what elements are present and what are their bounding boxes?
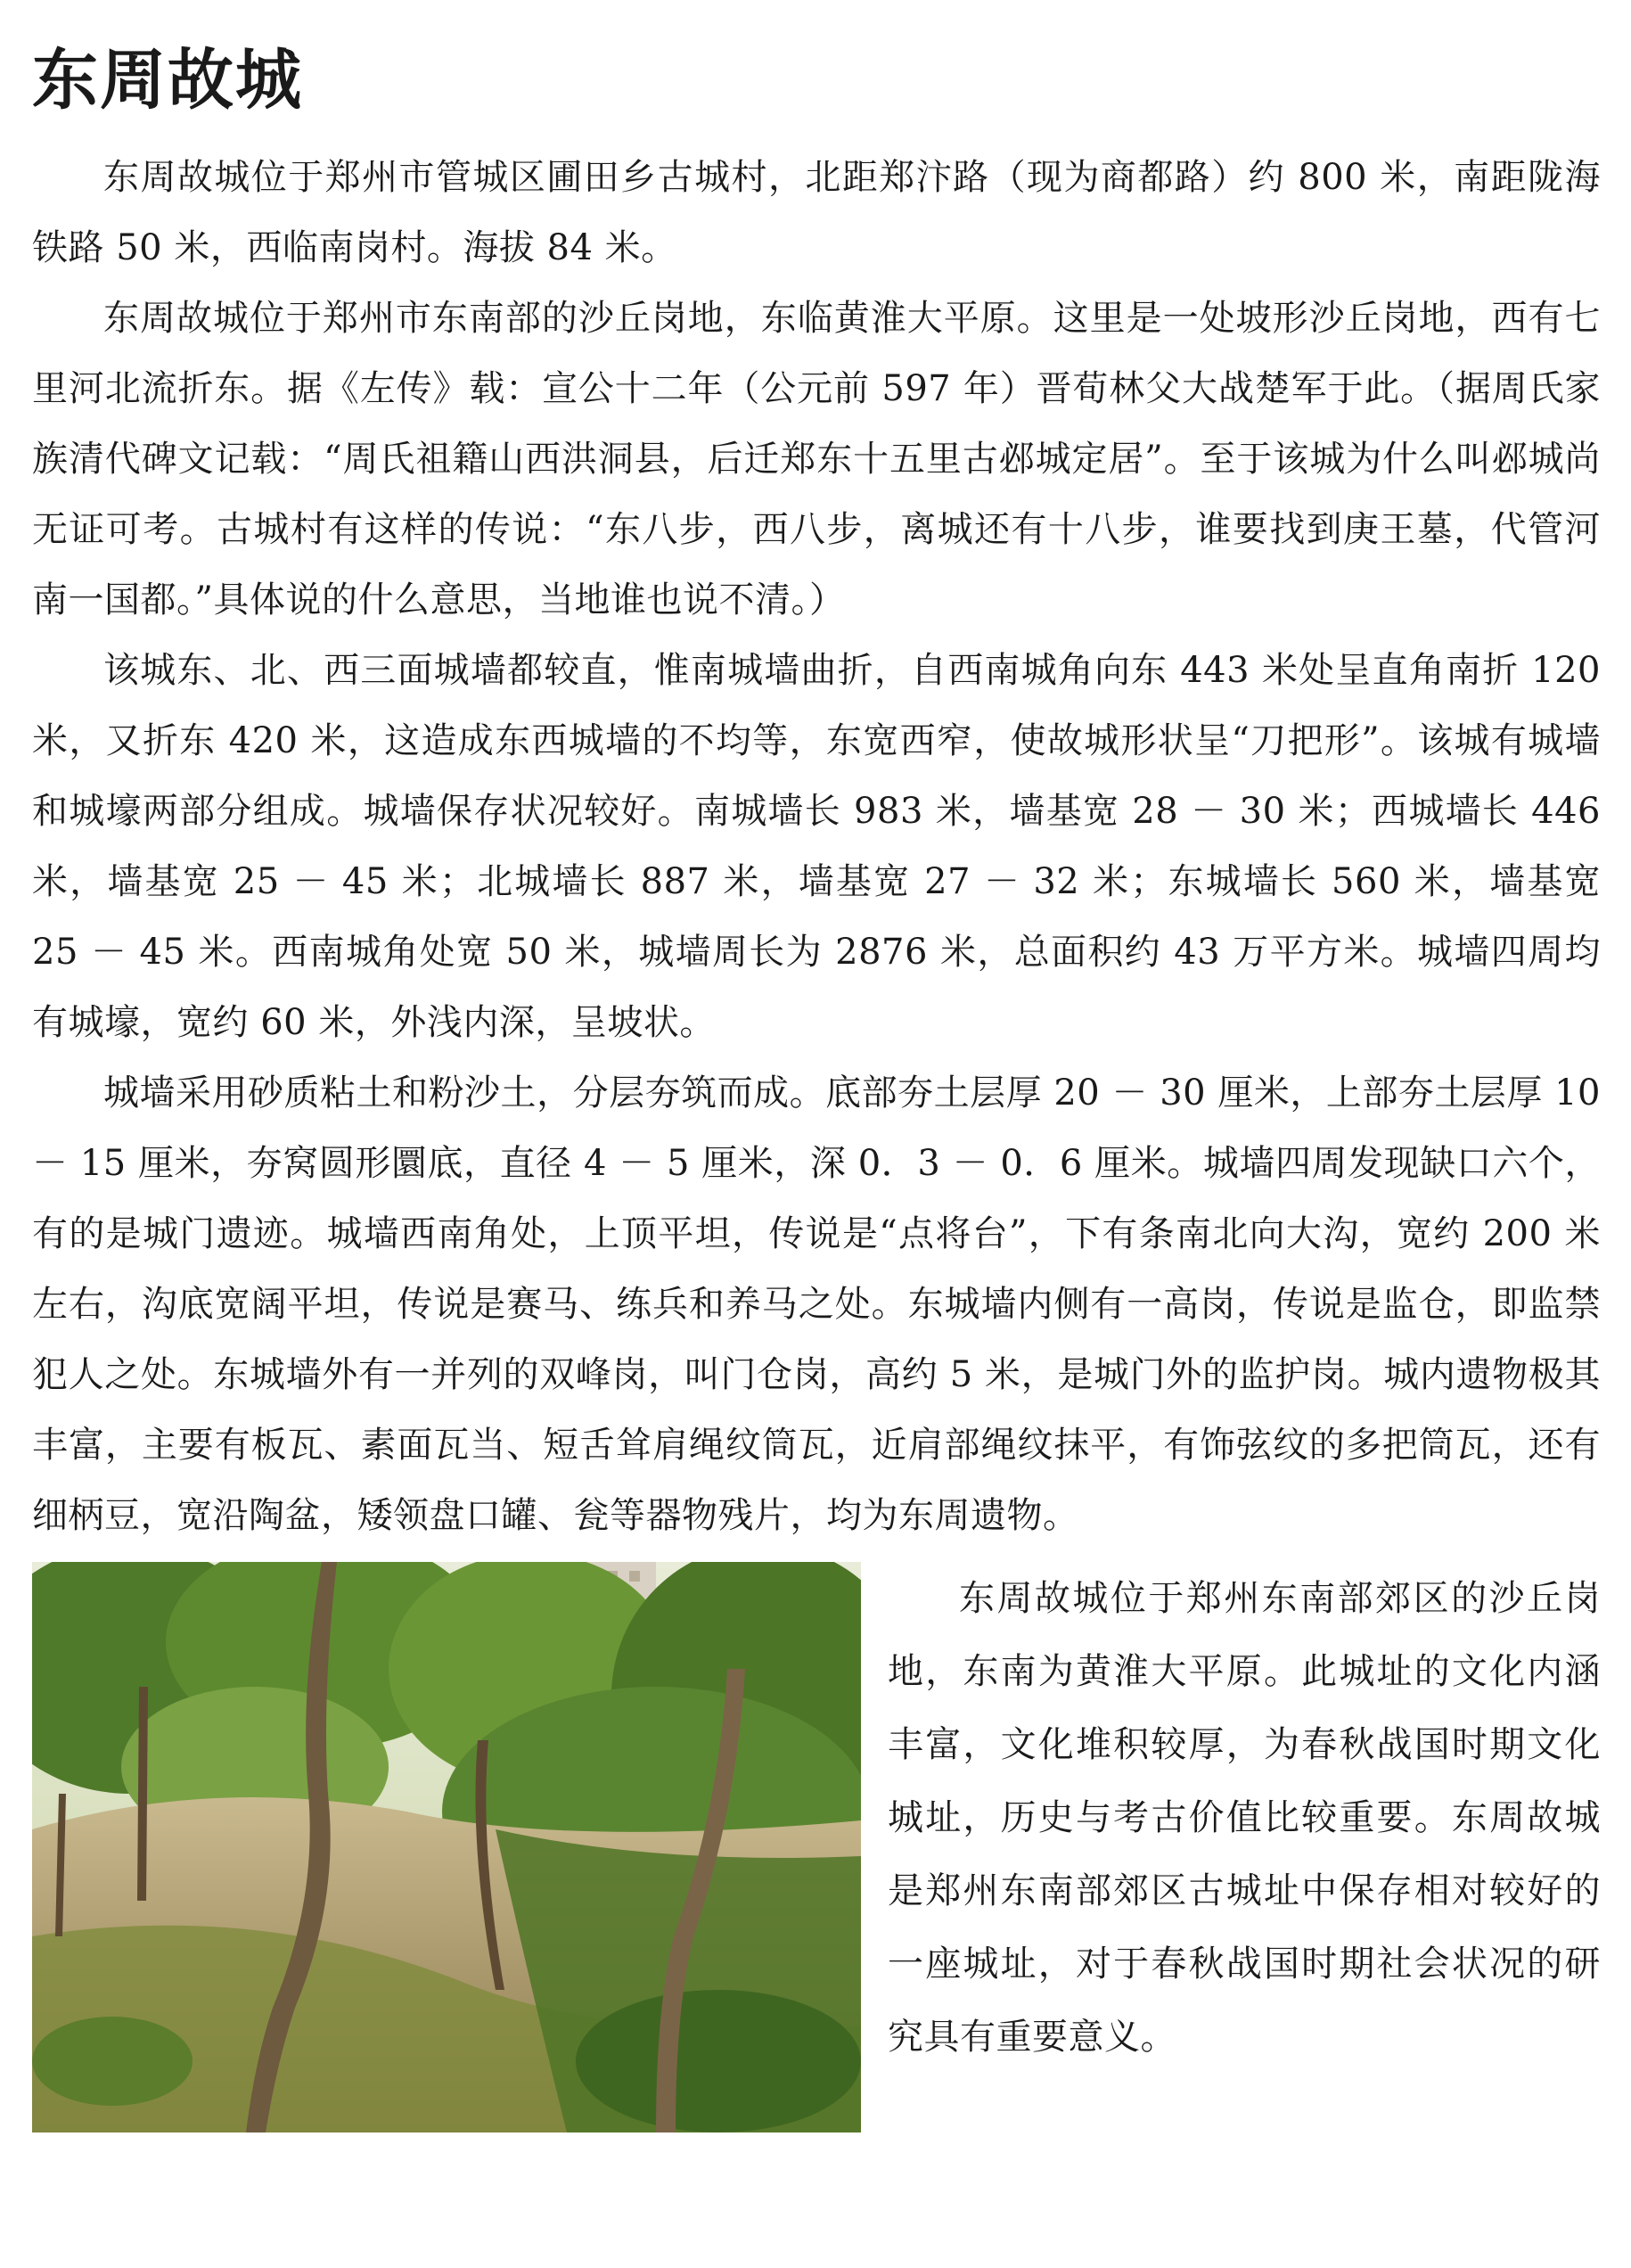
paragraph-construction: 城墙采用砂质粘土和粉沙土，分层夯筑而成。底部夯土层厚 20 － 30 厘米，上部夯土层厚 10 － 15 厘米，夯窝圆形圜底，直径 4 － 5 厘米，深 0．3 － 0．6 厘米。城墙四周发现缺口六个，有的是城门遗迹。城墙西南角处，上顶平坦，传说是“点将台”，下有条南北向大沟，宽约 200 米左右，沟底宽阔平坦，传说是赛马、练兵和养马之处。东城墙内侧有一高岗，传说是监仓，即监禁犯人之处。东城墙外有一并列的双峰岗，叫门仓岗，高约 5 米，是城门外的监护岗。城内遗物极其丰富，主要有板瓦、素面瓦当、短舌耸肩绳纹筒瓦，近肩部绳纹抹平，有饰弦纹的多把筒瓦，还有细柄豆，宽沿陶盆，矮领盘口罐、瓮等器物残片，均为东周遗物。 — [32, 1072, 1601, 1536]
paragraph-walls: 该城东、北、西三面城墙都较直，惟南城墙曲折，自西南城角向东 443 米处呈直角南折 120 米，又折东 420 米，这造成东西城墙的不均等，东宽西窄，使故城形状呈“刀把形”。该城有城墙和城壕两部分组成。城墙保存状况较好。南城墙长 983 米，墙基宽 28 － 30 米；西城墙长 446 米，墙基宽 25 － 45 米；北城墙长 887 米，墙基宽 27 － 32 米；东城墙长 560 米，墙基宽 25 － 45 米。西南城角处宽 50 米，城墙周长为 2876 米，总面积约 43 万平方米。城墙四周均有城壕，宽约 60 米，外浅内深，呈坡状。 — [32, 650, 1601, 1043]
site-photo-illustration — [32, 1562, 861, 2132]
article — [32, 36, 1601, 2168]
article-title: 东周故城 — [32, 42, 303, 119]
paragraph-location: 东周故城位于郑州市管城区圃田乡古城村，北距郑汴路（现为商都路）约 800 米，南距陇海铁路 50 米，西临南岗村。海拔 84 米。 — [32, 157, 1601, 268]
paragraph-history: 东周故城位于郑州市东南部的沙丘岗地，东临黄淮大平原。这里是一处坡形沙丘岗地，西有七里河北流折东。据《左传》载：宣公十二年（公元前 597 年）晋荀林父大战楚军于此。（据周氏家族清代碑文记载：“周氏祖籍山西洪洞县，后迁郑东十五里古邲城定居”。至于该城为什么叫邲城尚无证可考。古城村有这样的传说：“东八步，西八步，离城还有十八步，谁要找到庚王墓，代管河南一国都。”具体说的什么意思，当地谁也说不清。） — [32, 298, 1601, 620]
site-photo — [32, 1562, 861, 2132]
paragraph-summary: 东周故城位于郑州东南部郊区的沙丘岗地，东南为黄淮大平原。此城址的文化内涵丰富，文化堆积较厚，为春秋战国时期文化城址，历史与考古价值比较重要。东周故城是郑州东南部郊区古城址中保存相对较好的一座城址，对于春秋战国时期社会状况的研究具有重要意义。 — [888, 1578, 1601, 2058]
bottom-section — [32, 1562, 1601, 2168]
side-text — [888, 1562, 1601, 2074]
